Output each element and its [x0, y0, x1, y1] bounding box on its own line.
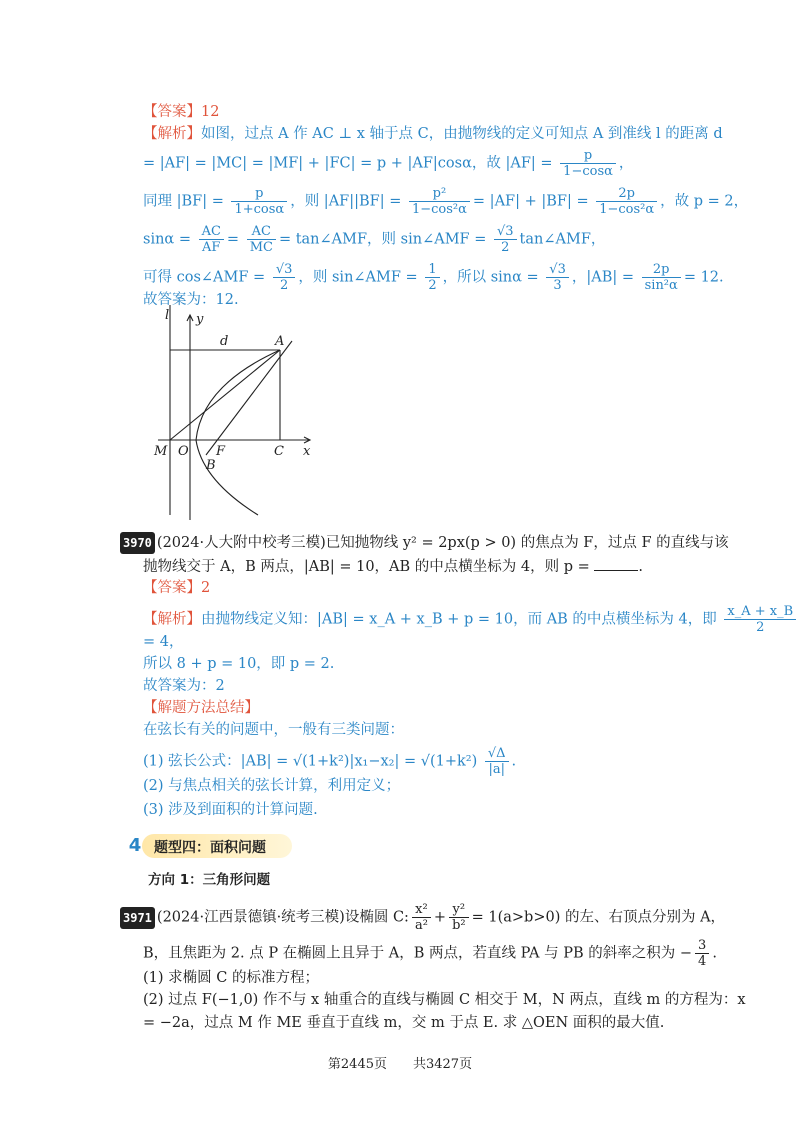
- answer-value: 2: [201, 580, 211, 596]
- method-line-2: [143, 746, 516, 777]
- frac-den: a²: [412, 917, 431, 933]
- frac-den: MC: [247, 239, 276, 255]
- fraction-sqrt3-3: [546, 262, 569, 293]
- analysis-text-2-end: ，: [618, 155, 634, 172]
- frac-den: 2: [724, 619, 796, 635]
- fraction-sqrt3-2: [494, 224, 517, 255]
- frac-num: p: [583, 148, 593, 163]
- question-3971-part-2a: (2) 过点 F(−1,0) 作不与 x 轴重合的直线与椭圆 C 相交于 M，N 两点，直线 m 的方程为：x: [143, 992, 746, 1008]
- label-y: y: [196, 312, 204, 327]
- question-stem-1a: (2024·江西景德镇·统考三模)设椭圆 C:: [156, 909, 409, 926]
- direction-heading: 方向 1：三角形问题: [148, 872, 271, 888]
- analysis-line-2: [143, 148, 633, 179]
- analysis-text: 由抛物线定义知：|AB| = x_A + x_B + p = 10，而 AB 的中点横坐标为 4，即: [201, 611, 717, 628]
- fraction-ac-mc: [247, 224, 276, 255]
- analysis-text-3b: ，则 |AF||BF| =: [290, 193, 402, 210]
- frac-num: AC: [201, 224, 221, 239]
- fraction-x2-a2: [412, 902, 431, 933]
- label-a: A: [275, 334, 285, 349]
- fraction-ac-af: [199, 224, 224, 255]
- analysis-text-1: 如图，过点 A 作 AC ⊥ x 轴于点 C，由抛物线的定义可知点 A 到准线 l 的距离 d: [201, 126, 723, 142]
- frac-num: √3: [496, 224, 514, 239]
- question-stem-1b: = 1(a>b>0) 的左、右顶点分别为 A，: [471, 909, 726, 926]
- frac-den: b²: [449, 917, 469, 933]
- frac-den: 1−cosα: [560, 163, 616, 179]
- frac-den: 3: [546, 277, 569, 293]
- frac-den: 2: [494, 239, 517, 255]
- section-number: 4: [128, 835, 142, 856]
- question-3971-stem-1: [120, 902, 725, 933]
- question-3971-part-1: (1) 求椭圆 C 的标准方程；: [143, 970, 319, 986]
- analysis-3970-line-1: [143, 604, 799, 635]
- question-stem-2: 抛物线交于 A，B 两点，|AB| = 10，AB 的中点横坐标为 4，则 p =: [143, 559, 590, 575]
- section-title: 题型四：面积问题: [154, 840, 266, 856]
- label-o: O: [178, 444, 189, 459]
- analysis-text-5e: = 12.: [683, 269, 724, 286]
- question-stem-2b: .: [712, 945, 717, 962]
- frac-num: 1: [428, 262, 437, 277]
- analysis-tag: 【解析】: [143, 611, 201, 628]
- analysis-tag: 【解析】: [143, 126, 201, 142]
- focal-chord: [206, 341, 292, 455]
- method-summary-tag: 【解题方法总结】: [143, 700, 259, 716]
- label-l: l: [165, 308, 170, 323]
- analysis-line-5: [143, 262, 724, 293]
- frac-num: x²: [415, 902, 428, 917]
- label-x: x: [303, 444, 311, 459]
- frac-num: 2p: [652, 262, 670, 277]
- page-footer: 第2445页 共3427页: [327, 1057, 473, 1072]
- analysis-3970-line-4: 故答案为：2: [143, 678, 225, 694]
- frac-den: 1−cos²α: [409, 201, 470, 217]
- fraction-cos: [273, 262, 296, 293]
- answer-line-3970: [143, 578, 210, 598]
- frac-den: AF: [199, 239, 224, 255]
- analysis-text-4b: =: [226, 231, 240, 248]
- frac-num: y²: [452, 902, 466, 917]
- question-stem-2a: B，且焦距为 2. 点 P 在椭圆上且异于 A，B 两点，若直线 PA 与 PB 的斜率之积为 −: [143, 945, 693, 962]
- frac-num: 2p: [618, 186, 635, 201]
- fraction-sum: [596, 186, 657, 217]
- frac-num: √3: [275, 262, 293, 277]
- parabola-figure: [140, 305, 340, 520]
- answer-value: 12: [201, 104, 220, 120]
- label-c: C: [274, 444, 284, 459]
- question-number: 3970: [120, 532, 155, 554]
- frac-num: p²: [432, 186, 447, 201]
- question-3971-stem-2: [143, 938, 717, 969]
- analysis-text-3c: = |AF| + |BF| =: [472, 193, 589, 210]
- fraction-half: [425, 262, 439, 293]
- analysis-text-2a: = |AF| = |MC| = |MF| + |FC| = p + |AF|cosα，故 |AF| =: [143, 155, 553, 172]
- frac-num: √3: [549, 262, 566, 277]
- analysis-line-6: 故答案为：12.: [143, 292, 239, 308]
- frac-num: 3: [698, 938, 707, 953]
- analysis-text-3d: ，故 p = 2，: [660, 193, 749, 210]
- analysis-text-5a: 可得 cos∠AMF =: [143, 269, 266, 286]
- question-3970-stem-1: [120, 532, 729, 554]
- answer-line-3969: [143, 102, 219, 122]
- method-line-4: (3) 涉及到面积的计算问题.: [143, 802, 318, 818]
- fraction-3-4: [695, 938, 709, 969]
- frac-den: |a|: [485, 761, 509, 777]
- analysis-line-3: [143, 186, 748, 217]
- analysis-text-5c: ，所以 sinα =: [442, 269, 539, 286]
- label-m: M: [154, 444, 168, 459]
- frac-den: sin²α: [642, 277, 681, 293]
- answer-tag: 【答案】: [143, 104, 201, 120]
- analysis-3970-line-3: 所以 8 + p = 10，即 p = 2.: [143, 656, 335, 672]
- frac-den: 2: [273, 277, 296, 293]
- analysis-text-4a: sinα =: [143, 231, 191, 248]
- chord-formula: (1) 弦长公式：|AB| = √(1+k²)|x₁−x₂| = √(1+k²): [143, 753, 478, 770]
- frac-den: 1−cos²α: [596, 201, 657, 217]
- analysis-text-5d: ，|AB| =: [571, 269, 634, 286]
- method-line-3: (2) 与焦点相关的弦长计算，利用定义；: [143, 778, 401, 794]
- section-header: [120, 832, 295, 860]
- method-line-1: 在弦长有关的问题中，一般有三类问题：: [143, 722, 404, 738]
- analysis-line-1: [143, 124, 723, 144]
- answer-tag: 【答案】: [143, 580, 201, 596]
- analysis-text-4d: tan∠AMF，: [519, 231, 606, 248]
- question-3970-stem-2: [143, 556, 643, 577]
- question-stem: (2024·人大附中校考三模)已知抛物线 y² = 2px(p > 0) 的焦点为 F，过点 F 的直线与该: [156, 535, 729, 551]
- chord-formula-end: .: [511, 753, 517, 770]
- fraction-midpoint: [724, 604, 796, 635]
- parabola-curve: [196, 350, 280, 515]
- fraction-product: [409, 186, 470, 217]
- analysis-text-3a: 同理 |BF| =: [143, 193, 224, 210]
- label-f: F: [216, 444, 226, 459]
- question-stem-end: .: [638, 559, 643, 575]
- frac-den: 1+cosα: [231, 201, 287, 217]
- frac-den: 4: [695, 953, 709, 969]
- plus-sign: +: [433, 909, 447, 926]
- analysis-text-4c: = tan∠AMF，则 sin∠AMF =: [278, 231, 487, 248]
- answer-blank: [594, 556, 638, 571]
- frac-num: AC: [251, 224, 271, 239]
- fraction-bf: [231, 186, 287, 217]
- fraction-af: [560, 148, 616, 179]
- fraction-delta: [485, 746, 509, 777]
- analysis-3970-line-2: = 4，: [143, 634, 184, 650]
- fraction-y2-b2: [449, 902, 469, 933]
- label-b: B: [206, 458, 216, 473]
- label-d: d: [220, 334, 229, 349]
- frac-den: 2: [425, 277, 439, 293]
- frac-num: p: [255, 186, 264, 201]
- analysis-text-5b: ，则 sin∠AMF =: [298, 269, 418, 286]
- fraction-ab: [642, 262, 681, 293]
- analysis-line-4: [143, 224, 605, 255]
- question-number: 3971: [120, 907, 155, 929]
- question-3971-part-2b: = −2a，过点 M 作 ME 垂直于直线 m，交 m 于点 E. 求 △OEN 面积的最大值.: [143, 1015, 665, 1031]
- segment-ma: [170, 350, 280, 440]
- frac-num: √Δ: [487, 746, 506, 761]
- frac-num: x_A + x_B: [727, 604, 794, 619]
